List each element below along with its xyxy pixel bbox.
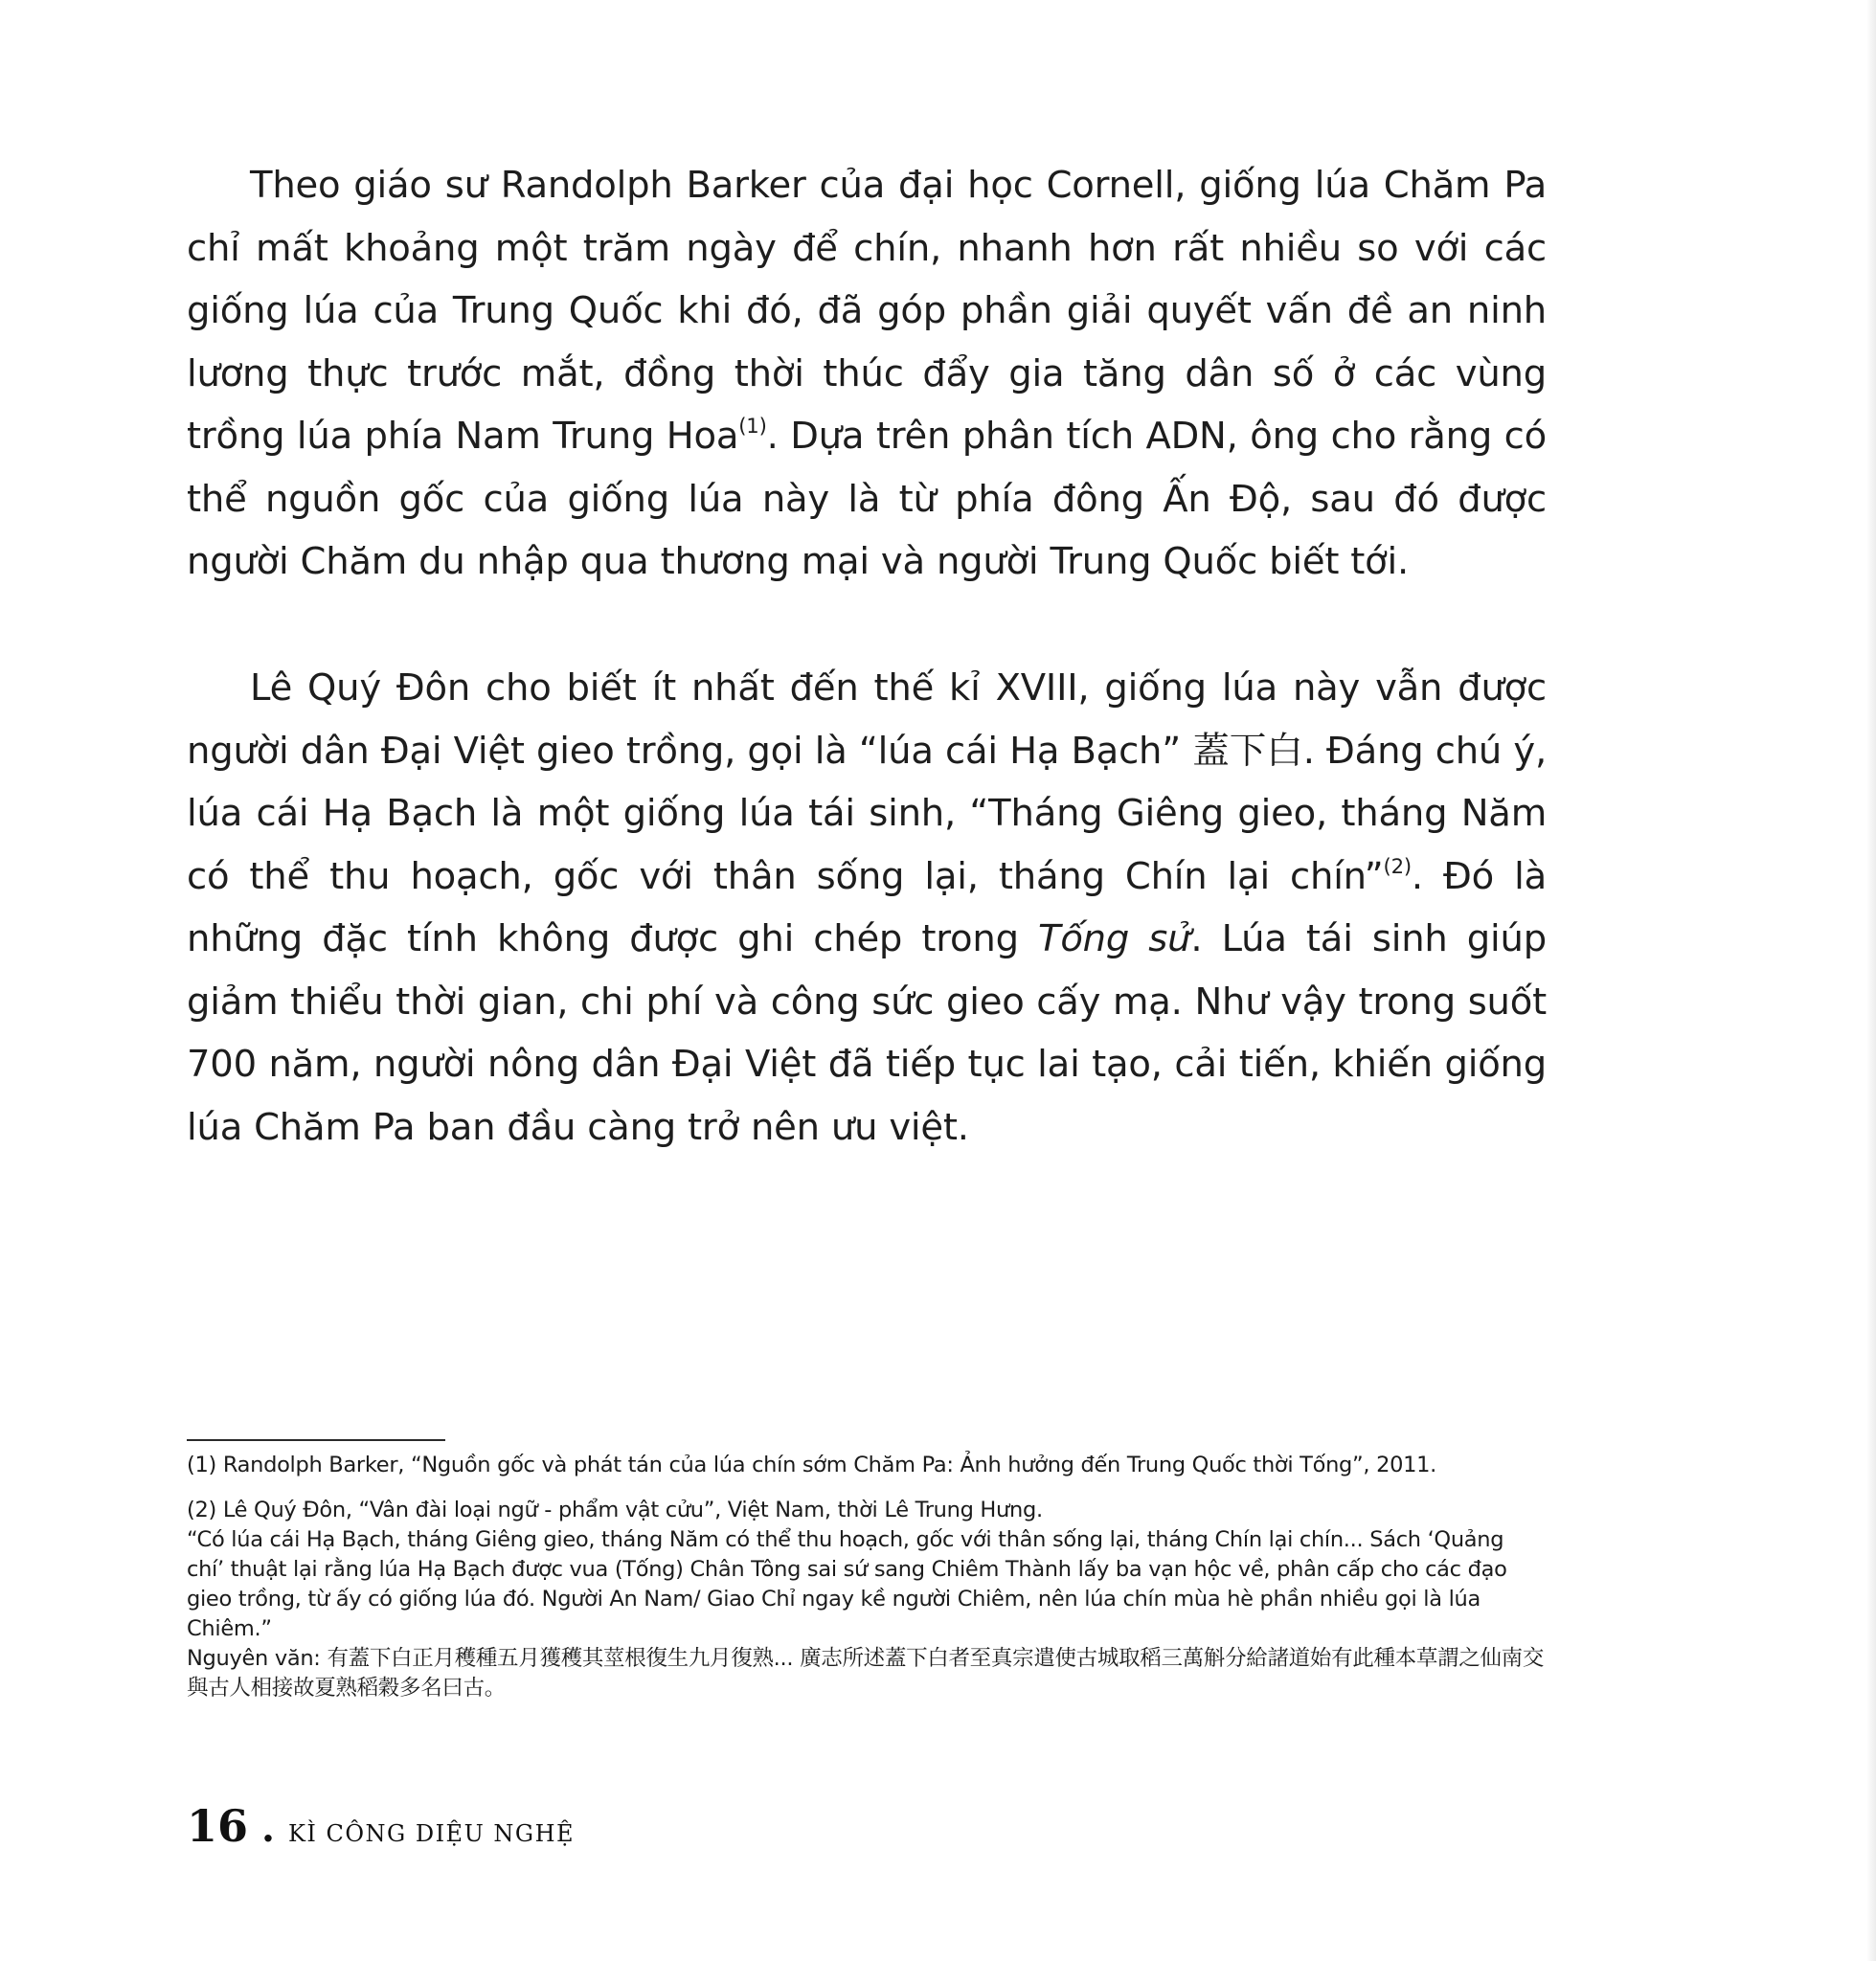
- paragraph-1-text-a: Theo giáo sư Randolph Barker của đại học Cornell, giống lúa Chăm Pa chỉ mất khoảng một trăm ngày để chín, nhanh hơn rất nhiều so với các giống lúa của Trung Quốc khi đó, đã góp phần giải quyết vấn đề an ninh lương thực trước mắt, đồng thời thúc đẩy gia tăng dân số ở các vùng trồng lúa phía Nam Trung Hoa: [187, 164, 1547, 458]
- page-number: 16: [187, 1800, 249, 1852]
- running-book-title: KÌ CÔNG DIỆU NGHỆ: [287, 1820, 576, 1847]
- footnotes-section: [187, 1451, 1547, 1703]
- han-characters: 蓋下白: [1192, 729, 1303, 773]
- paragraph-1-text-b: . Dựa trên phân tích ADN, ông cho rằng có thể nguồn gốc của giống lúa này là từ phía đông Ấn Độ, sau đó được người Chăm du nhập qua thương mại và người Trung Quốc biết tới.: [187, 415, 1547, 583]
- original-text-label: Nguyên văn:: [187, 1646, 328, 1671]
- body-paragraph-2: [187, 657, 1547, 1159]
- paragraph-2-text-b: . Đáng chú ý, lúa cái Hạ Bạch là một giống lúa tái sinh, “Tháng Giêng gieo, tháng Năm có thể thu hoạch, gốc với thân sống lại, tháng Chín lại chín”: [187, 729, 1547, 898]
- footnote-2-source: (2) Lê Quý Đôn, “Vân đài loại ngữ - phẩm vật cửu”, Việt Nam, thời Lê Trung Hưng.: [187, 1498, 1043, 1522]
- footnote-divider: [187, 1439, 445, 1441]
- paragraph-2-text-d: . Lúa tái sinh giúp giảm thiểu thời gian, chi phí và công sức gieo cấy mạ. Như vậy trong suốt 700 năm, người nông dân Đại Việt đã tiếp tục lai tạo, cải tiến, khiến giống lúa Chăm Pa ban đầu càng trở nên ưu việt.: [187, 917, 1547, 1149]
- paragraph-2-text-a: Lê Quý Đôn cho biết ít nhất đến thế kỉ XVIII, giống lúa này vẫn được người dân Đại Việt gieo trồng, gọi là “lúa cái Hạ Bạch”: [187, 666, 1547, 773]
- footnote-2-quote: “Có lúa cái Hạ Bạch, tháng Giêng gieo, tháng Năm có thể thu hoạch, gốc với thân sống lại, tháng Chín lại chín... Sách ‘Quảng chí’ thuật lại rằng lúa Hạ Bạch được vua (Tống) Chân Tông sai sứ sang Chiêm Thành lấy ba vạn hộc về, phân cấp cho các đạo gieo trồng, từ ấy có giống lúa đó. Người An Nam/ Giao Chỉ ngay kề người Chiêm, nên lúa chín mùa hè phần nhiều gọi là lúa Chiêm.”: [187, 1527, 1507, 1641]
- footnote-ref-2: (2): [1383, 853, 1412, 878]
- original-han-text: 有蓋下白正月穫種五月獲穫其莖根復生九月復熟... 廣志所述蓋下白者至真宗遣使古城取稻三萬斛分給諸道始有此種本草謂之仙南交與古人相接故夏熟稻穀多名曰古。: [187, 1646, 1545, 1701]
- footer-separator: .: [261, 1806, 275, 1851]
- page-edge-shadow: [1866, 0, 1876, 1961]
- footnote-ref-1: (1): [738, 414, 767, 439]
- body-paragraph-1: [187, 154, 1547, 594]
- paragraph-2-text-c: . Đó là những đặc tính không được ghi chép trong: [187, 854, 1547, 960]
- page-footer: [187, 1800, 575, 1858]
- footnote-2-original: [187, 1644, 1547, 1703]
- book-title-italic: Tống sử: [1038, 917, 1191, 960]
- footnote-1: (1) Randolph Barker, “Nguồn gốc và phát tán của lúa chín sớm Chăm Pa: Ảnh hưởng đến Trung Quốc thời Tống”, 2011.: [187, 1453, 1437, 1477]
